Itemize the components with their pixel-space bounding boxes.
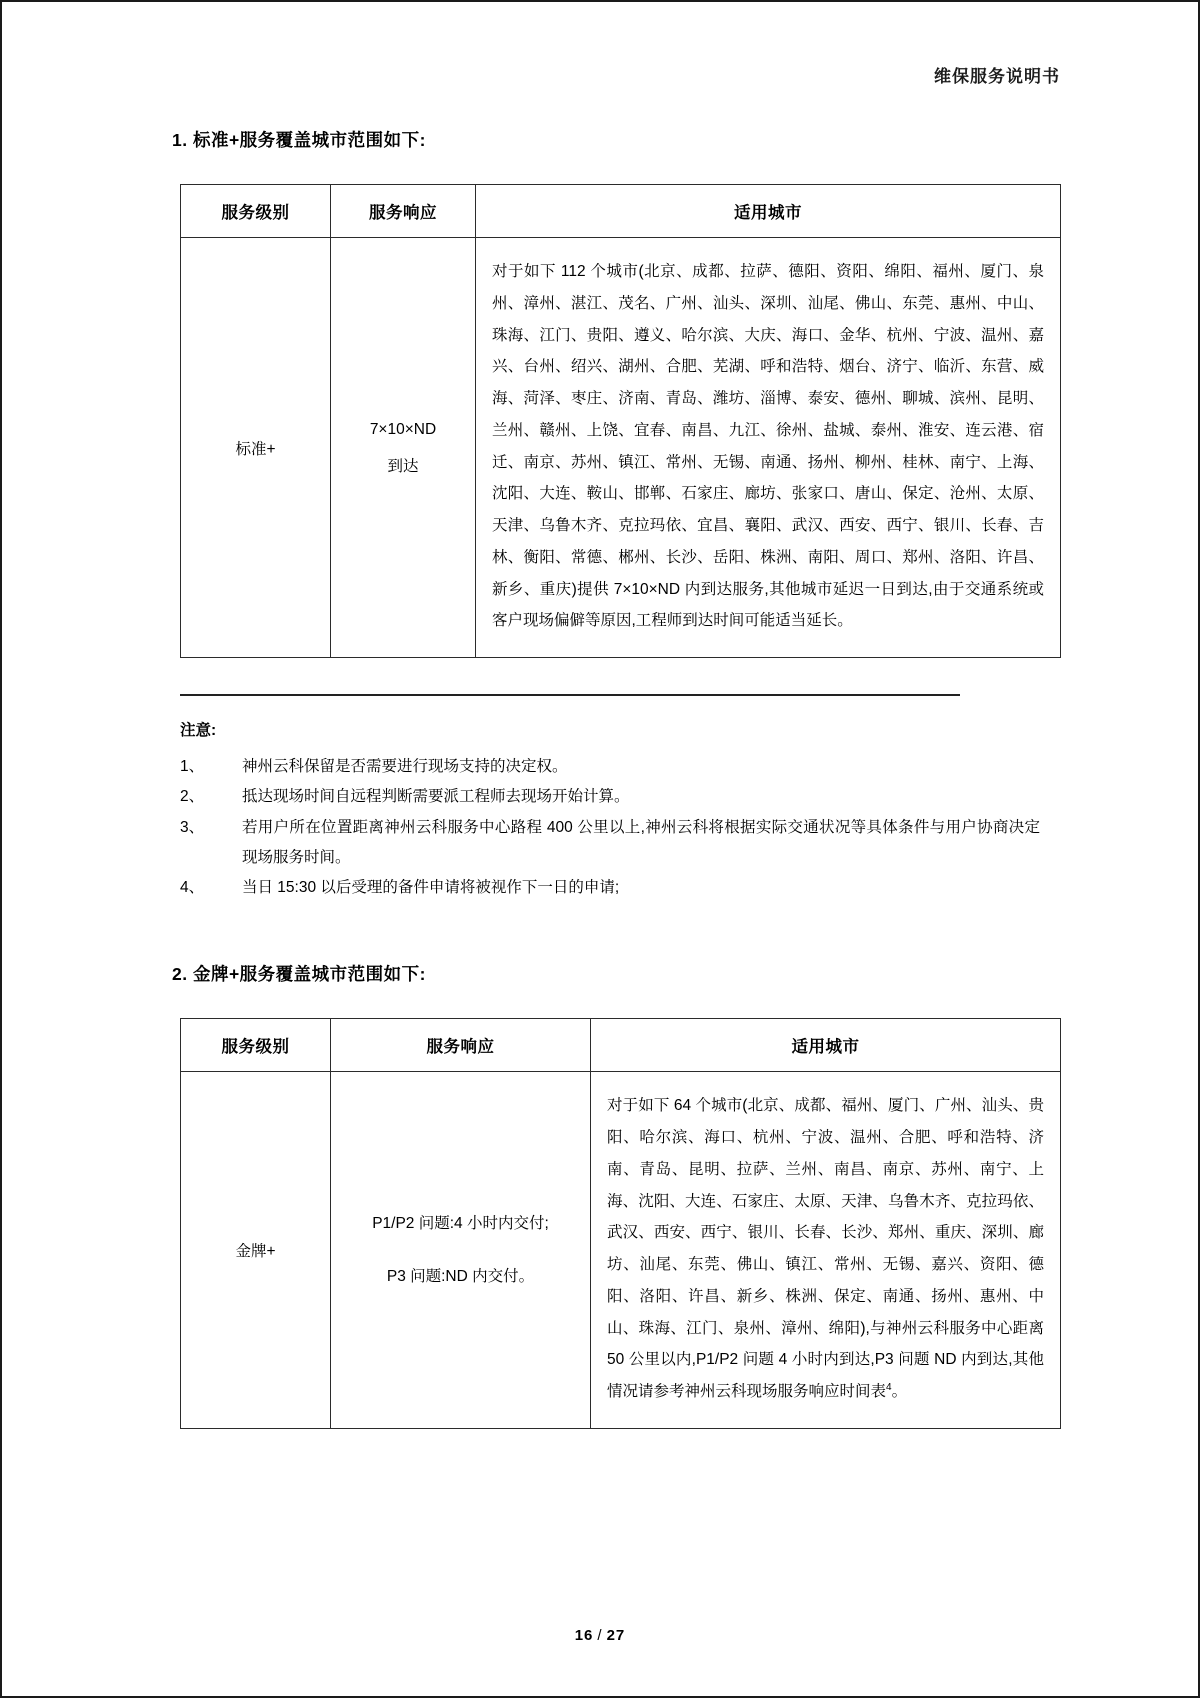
section-2-heading: 2. 金牌+服务覆盖城市范围如下:: [172, 964, 427, 985]
list-item: [180, 813, 1040, 873]
column-header-service-level: 服务级别: [181, 185, 331, 238]
page-footer: [2, 1627, 1198, 1644]
cell-service-response: [331, 1072, 591, 1429]
section-spacer: [102, 903, 1098, 961]
section-1-heading: 1. 标准+服务覆盖城市范围如下:: [172, 130, 427, 150]
note-text: 抵达现场时间自远程判断需要派工程师去现场开始计算。: [242, 788, 630, 806]
document-header: 维保服务说明书: [934, 67, 1060, 86]
response-line-2: P3 问题:ND 内交付。: [386, 1268, 535, 1286]
cell-service-level: 金牌+: [181, 1072, 331, 1429]
notes-title: 注意:: [180, 722, 217, 740]
table-header-row: [181, 185, 1061, 238]
standard-plus-coverage-table: [180, 184, 1061, 658]
page-content: [2, 2, 1198, 1696]
table-row: [181, 238, 1061, 658]
gold-plus-coverage-table: [180, 1018, 1061, 1429]
total-pages: 27: [606, 1627, 626, 1644]
note-number: 4、: [180, 879, 205, 897]
list-item: [180, 873, 1040, 903]
cell-service-response: [331, 238, 476, 658]
column-header-applicable-cities: 适用城市: [476, 185, 1061, 238]
note-text: 神州云科保留是否需要进行现场支持的决定权。: [242, 758, 568, 776]
note-number: 1、: [180, 758, 205, 776]
column-header-service-response: 服务响应: [331, 185, 476, 238]
page-separator: /: [597, 1627, 603, 1644]
cell-applicable-cities: [591, 1072, 1061, 1429]
column-header-service-level: 服务级别: [181, 1019, 331, 1072]
footnote-marker: 4: [886, 1382, 892, 1394]
table-header-row: [181, 1019, 1061, 1072]
notes-list: [180, 752, 1040, 903]
response-line-2: 到达: [387, 457, 419, 475]
cell-applicable-cities: 对于如下 112 个城市(北京、成都、拉萨、德阳、资阳、绵阳、福州、厦门、泉州、漳州、湛江、茂名、广州、汕头、深圳、汕尾、佛山、东莞、惠州、中山、珠海、江门、贵阳、遵义、哈尔滨、大庆、海口、金华、杭州、宁波、温州、嘉兴、台州、绍兴、湖州、合肥、芜湖、呼和浩特、烟台、济宁、临沂、东营、威海、菏泽、枣庄、济南、青岛、潍坊、淄博、泰安、德州、聊城、滨州、昆明、兰州、赣州、上饶、宜春、南昌、九江、徐州、盐城、泰州、淮安、连云港、宿迁、南京、苏州、镇江、常州、无锡、南通、扬州、柳州、桂林、南宁、上海、沈阳、大连、鞍山、邯郸、石家庄、廊坊、张家口、唐山、保定、沧州、太原、天津、乌鲁木齐、克拉玛依、宜昌、襄阳、武汉、西安、西宁、银川、长春、吉林、衡阳、常德、郴州、长沙、岳阳、株洲、南阳、周口、郑州、洛阳、许昌、新乡、重庆)提供 7×10×ND 内到达服务,其他城市延迟一日到达,由于交通系统或客户现场偏僻等原因,工程师到达时间可能适当延长。: [476, 238, 1061, 658]
note-number: 2、: [180, 788, 205, 806]
notes-divider: [180, 694, 960, 696]
response-line-1: 7×10×ND: [369, 420, 437, 438]
list-item: [180, 782, 1040, 812]
column-header-service-response: 服务响应: [331, 1019, 591, 1072]
column-header-applicable-cities: 适用城市: [591, 1019, 1061, 1072]
note-text: 若用户所在位置距离神州云科服务中心路程 400 公里以上,神州云科将根据实际交通状况等具体条件与用户协商决定现场服务时间。: [242, 818, 1040, 866]
response-line-1: P1/P2 问题:4 小时内交付;: [372, 1215, 549, 1233]
page-number: 16: [574, 1627, 594, 1644]
list-item: [180, 752, 1040, 782]
note-text: 当日 15:30 以后受理的备件申请将被视作下一日的申请;: [242, 879, 620, 897]
note-number: 3、: [180, 818, 205, 836]
table-row: [181, 1072, 1061, 1429]
cities-text: 对于如下 64 个城市(北京、成都、福州、厦门、广州、汕头、贵阳、哈尔滨、海口、杭州、宁波、温州、合肥、呼和浩特、济南、青岛、昆明、拉萨、兰州、南昌、南京、苏州、南宁、上海、沈阳、大连、石家庄、太原、天津、乌鲁木齐、克拉玛依、武汉、西安、西宁、银川、长春、长沙、郑州、重庆、深圳、廊坊、汕尾、东莞、佛山、镇江、常州、无锡、嘉兴、资阳、德阳、洛阳、许昌、新乡、株洲、保定、南通、扬州、惠州、中山、珠海、江门、泉州、漳州、绵阳),与神州云科服务中心距离 50 公里以内,P1/P2 问题 4 小时内到达,P3 问题 ND 内到达,其他情况请参考神州云科现场服务响应时间表: [607, 1097, 1044, 1401]
cell-service-level: 标准+: [181, 238, 331, 658]
cities-text-tail: 。: [891, 1383, 908, 1401]
